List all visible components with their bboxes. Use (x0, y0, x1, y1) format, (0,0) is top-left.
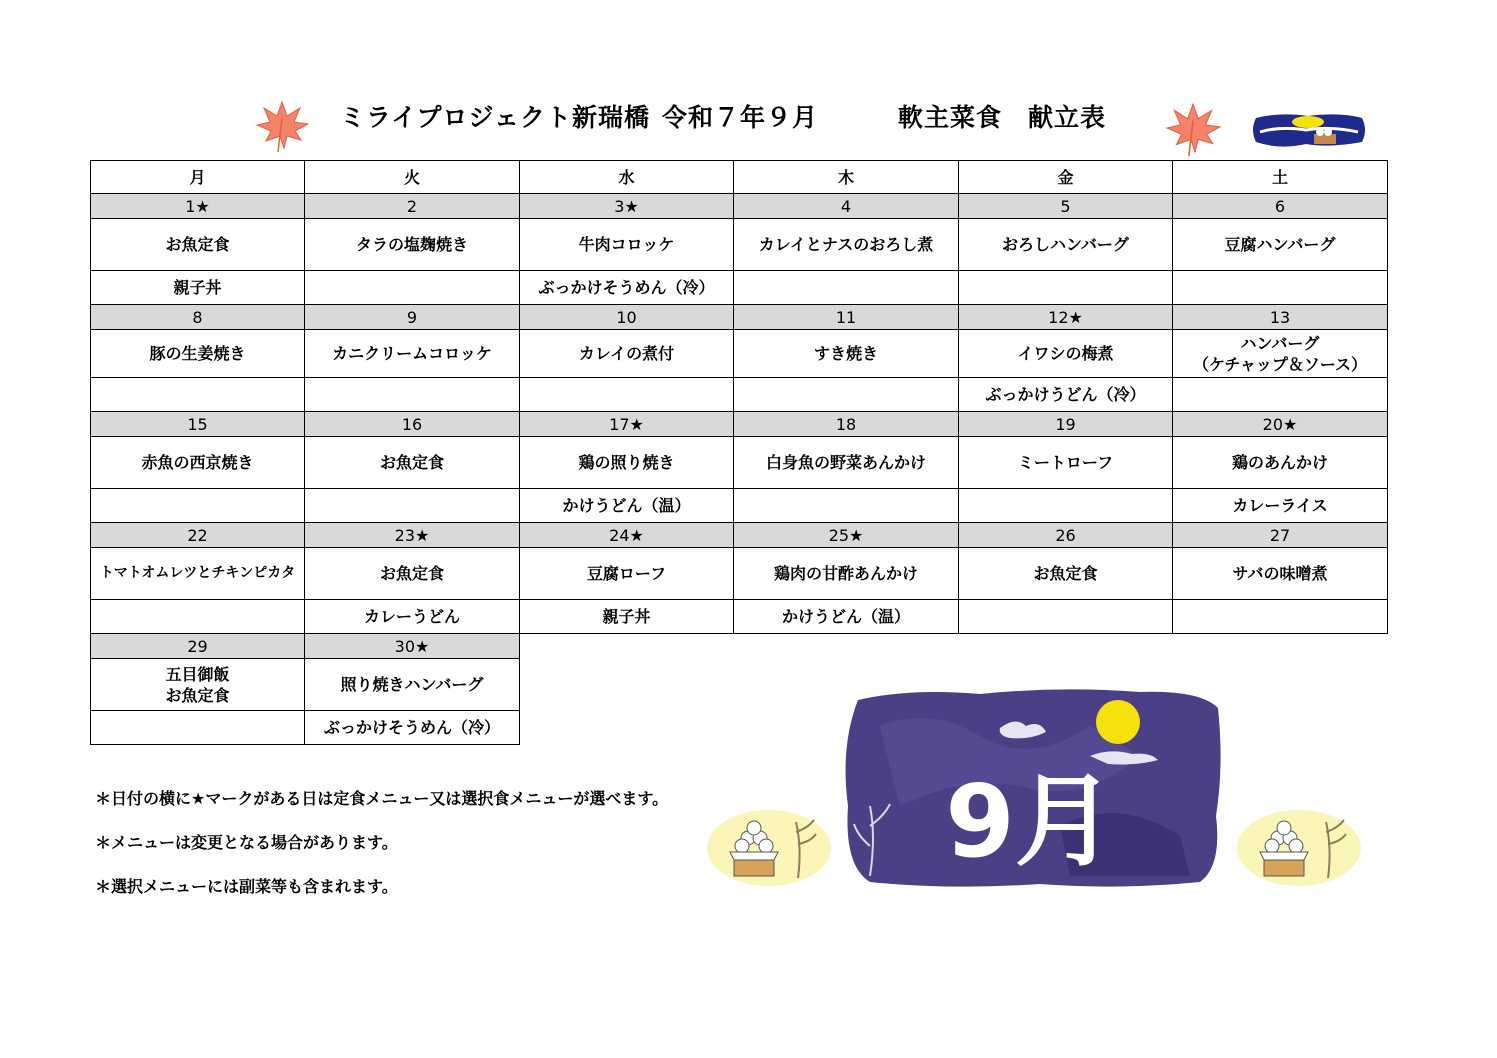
alt-dish-cell (305, 271, 520, 305)
date-cell: 16 (305, 412, 520, 437)
main-dish-cell: お魚定食 (959, 548, 1173, 600)
main-dish-cell: カニクリームコロッケ (305, 330, 520, 378)
menu-name: 軟主菜食 献立表 (898, 103, 1107, 132)
date-cell: 15 (91, 412, 305, 437)
date-cell: 3★ (520, 194, 734, 219)
date-cell: 13 (1173, 305, 1388, 330)
moon-night-icon (840, 686, 1224, 890)
date-cell: 29 (91, 634, 305, 659)
main-dish-cell: 白身魚の野菜あんかけ (734, 437, 959, 489)
main-dish-cell: おろしハンバーグ (959, 219, 1173, 271)
alt-dish-cell: かけうどん（温） (734, 600, 959, 634)
weekday-header: 金 (959, 161, 1173, 194)
main-dish-cell: お魚定食 (305, 548, 520, 600)
alt-dish-cell: 親子丼 (91, 271, 305, 305)
date-cell: 2 (305, 194, 520, 219)
note-star-mark: ＊日付の横に★マークがある日は定食メニュー又は選択食メニューが選べます。 (95, 789, 669, 808)
date-row (91, 523, 1388, 548)
alt-dish-cell (959, 271, 1173, 305)
main-dish-cell: 五目御飯 お魚定食 (91, 659, 305, 711)
date-cell: 18 (734, 412, 959, 437)
main-dish-cell: ミートローフ (959, 437, 1173, 489)
main-dish-cell: お魚定食 (91, 219, 305, 271)
main-dish-cell: イワシの梅煮 (959, 330, 1173, 378)
alt-dish-cell (91, 711, 305, 745)
alt-dish-cell (734, 378, 959, 412)
date-cell: 22 (91, 523, 305, 548)
alt-menu-row (91, 600, 1388, 634)
alt-dish-cell (91, 600, 305, 634)
alt-menu-row (91, 489, 1388, 523)
page-title (340, 98, 1106, 134)
main-dish-cell: お魚定食 (305, 437, 520, 489)
alt-dish-cell: かけうどん（温） (520, 489, 734, 523)
date-cell: 30★ (305, 634, 520, 659)
date-cell: 24★ (520, 523, 734, 548)
alt-dish-cell (1173, 271, 1388, 305)
date-cell: 25★ (734, 523, 959, 548)
alt-dish-cell (734, 489, 959, 523)
main-dish-cell: 照り焼きハンバーグ (305, 659, 520, 711)
maple-leaf-icon (1162, 100, 1224, 156)
main-dish-cell: タラの塩麹焼き (305, 219, 520, 271)
date-cell: 23★ (305, 523, 520, 548)
facility-name: ミライプロジェクト新瑞橋 (340, 103, 651, 132)
main-menu-row (91, 548, 1388, 600)
main-dish-cell: 豆腐ローフ (520, 548, 734, 600)
main-dish-cell: 鶏の照り焼き (520, 437, 734, 489)
date-row (91, 194, 1388, 219)
alt-dish-cell (959, 600, 1173, 634)
date-cell: 4 (734, 194, 959, 219)
main-dish-cell: 豚の生姜焼き (91, 330, 305, 378)
menu-period: 令和７年９月 (662, 103, 819, 132)
date-cell: 19 (959, 412, 1173, 437)
tsukimi-dango-icon (1234, 808, 1364, 888)
weekday-header: 月 (91, 161, 305, 194)
note-menu-change: ＊メニューは変更となる場合があります。 (95, 833, 398, 852)
weekday-header: 木 (734, 161, 959, 194)
main-dish-cell: 豆腐ハンバーグ (1173, 219, 1388, 271)
date-cell: 8 (91, 305, 305, 330)
note-side-dish: ＊選択メニューには副菜等も含まれます。 (95, 877, 398, 896)
alt-dish-cell (305, 378, 520, 412)
alt-dish-cell: ぶっかけうどん（冷） (959, 378, 1173, 412)
main-dish-cell: カレイの煮付 (520, 330, 734, 378)
alt-dish-cell (1173, 600, 1388, 634)
month-label: 9月 (945, 763, 1115, 880)
weekday-header: 火 (305, 161, 520, 194)
date-cell: 17★ (520, 412, 734, 437)
date-row (91, 412, 1388, 437)
main-dish-cell: すき焼き (734, 330, 959, 378)
alt-dish-cell: ぶっかけそうめん（冷） (520, 271, 734, 305)
alt-dish-cell: ぶっかけそうめん（冷） (305, 711, 520, 745)
main-dish-cell: 牛肉コロッケ (520, 219, 734, 271)
alt-dish-cell (520, 378, 734, 412)
weekday-header: 水 (520, 161, 734, 194)
alt-dish-cell: カレーライス (1173, 489, 1388, 523)
moon-night-icon (1250, 110, 1368, 150)
main-menu-row (91, 437, 1388, 489)
main-dish-cell: 鶏肉の甘酢あんかけ (734, 548, 959, 600)
date-cell: 20★ (1173, 412, 1388, 437)
date-cell: 9 (305, 305, 520, 330)
date-cell: 5 (959, 194, 1173, 219)
notes (95, 786, 668, 918)
main-menu-row (91, 219, 1388, 271)
alt-menu-row (91, 378, 1388, 412)
tsukimi-dango-icon (704, 808, 834, 888)
alt-dish-cell (959, 489, 1173, 523)
date-cell: 1★ (91, 194, 305, 219)
date-cell: 26 (959, 523, 1173, 548)
date-row (91, 634, 1388, 659)
date-cell: 6 (1173, 194, 1388, 219)
main-dish-cell: 鶏のあんかけ (1173, 437, 1388, 489)
weekday-header: 土 (1173, 161, 1388, 194)
alt-dish-cell: カレーうどん (305, 600, 520, 634)
weekday-header-row (91, 161, 1388, 194)
maple-leaf-icon (254, 98, 310, 152)
alt-dish-cell (305, 489, 520, 523)
alt-dish-cell (91, 489, 305, 523)
empty-area (520, 634, 1388, 659)
date-row (91, 305, 1388, 330)
date-cell: 10 (520, 305, 734, 330)
alt-dish-cell: 親子丼 (520, 600, 734, 634)
main-dish-cell: 赤魚の西京焼き (91, 437, 305, 489)
alt-dish-cell (91, 378, 305, 412)
main-dish-cell: カレイとナスのおろし煮 (734, 219, 959, 271)
date-cell: 11 (734, 305, 959, 330)
main-menu-row (91, 330, 1388, 378)
main-dish-cell: ハンバーグ （ケチャップ＆ソース） (1173, 330, 1388, 378)
menu-table (90, 160, 1388, 745)
date-cell: 27 (1173, 523, 1388, 548)
alt-menu-row (91, 271, 1388, 305)
main-dish-cell: トマトオムレツとチキンピカタ (91, 548, 305, 600)
alt-dish-cell (734, 271, 959, 305)
date-cell: 12★ (959, 305, 1173, 330)
main-dish-cell: サバの味噌煮 (1173, 548, 1388, 600)
alt-dish-cell (1173, 378, 1388, 412)
